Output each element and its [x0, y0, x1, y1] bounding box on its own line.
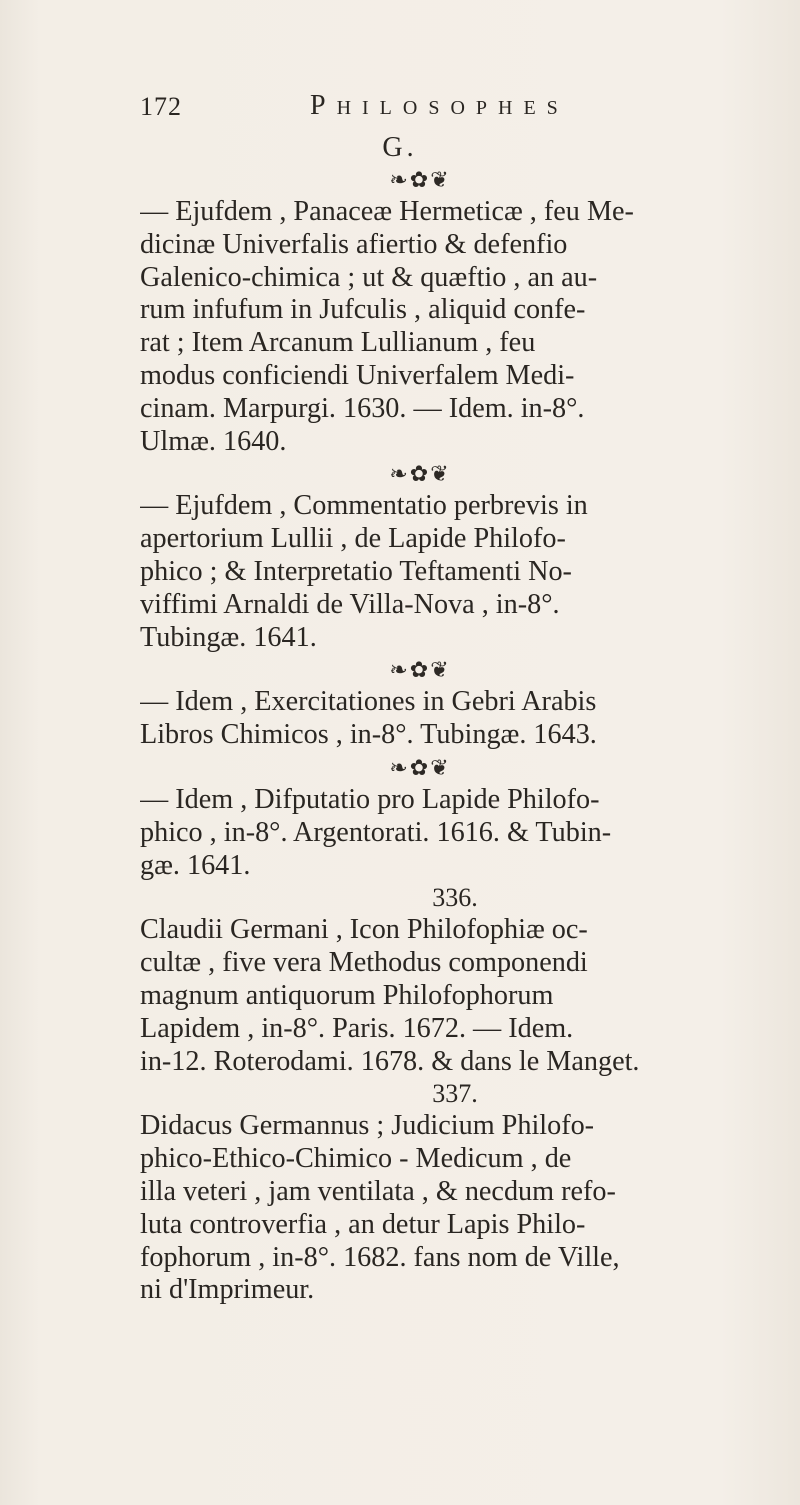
entry-line: Galenico-chimica ; ut & quæftio , an au-	[140, 261, 598, 293]
entry-line: cultæ , five vera Methodus componendi	[140, 947, 588, 979]
entry-number: 337.	[432, 1079, 478, 1109]
entry-line: illa veteri , jam ventilata , & necdum refo-	[140, 1175, 616, 1207]
entry-line: Didacus Germannus ; Judicium Philofo-	[140, 1110, 595, 1142]
entry-line: apertorium Lullii , de Lapide Philofo-	[140, 523, 566, 555]
entry-line: — Idem , Difputatio pro Lapide Philofo-	[140, 783, 600, 815]
fleuron-ornament: ❧✿❦	[389, 657, 451, 683]
bibliography-entry	[140, 1110, 700, 1307]
entry-line: gæ. 1641.	[140, 849, 251, 881]
entry-line: Ulmæ. 1640.	[140, 425, 287, 457]
entry-line: viffimi Arnaldi de Villa-Nova , in-8°.	[140, 588, 560, 620]
entry-line: luta controverfia , an detur Lapis Philo-	[140, 1208, 586, 1240]
letter-heading: G.	[382, 132, 418, 163]
entry-line: rat ; Item Arcanum Lullianum , feu	[140, 327, 536, 359]
entry-line: Tubingæ. 1641.	[140, 621, 317, 653]
entry-line: fophorum , in-8°. 1682. fans nom de Ville,	[140, 1241, 620, 1273]
entry-line: — Idem , Exercitationes in Gebri Arabis	[140, 686, 597, 718]
entry-line: phico , in-8°. Argentorati. 1616. & Tubin-	[140, 816, 612, 848]
fleuron-ornament: ❧✿❦	[389, 461, 451, 487]
entry-line: phico-Ethico-Chimico - Medicum , de	[140, 1143, 572, 1175]
entry-line: phico ; & Interpretatio Teftamenti No-	[140, 555, 572, 587]
entry-line: ni d'Imprimeur.	[140, 1274, 315, 1306]
fleuron-ornament: ❧✿❦	[389, 754, 451, 780]
bibliography-entry	[140, 686, 700, 752]
bibliography-entry	[140, 196, 700, 458]
entry-number: 336.	[432, 883, 478, 913]
running-title: Philosophes	[310, 90, 569, 121]
running-head	[140, 92, 660, 132]
entry-line: cinam. Marpurgi. 1630. — Idem. in-8°.	[140, 392, 585, 424]
bibliography-entry	[140, 784, 700, 882]
entry-line: — Ejufdem , Panaceæ Hermeticæ , feu Me-	[140, 196, 634, 227]
bibliography-entry	[140, 914, 700, 1078]
fleuron-ornament: ❧✿❦	[389, 167, 451, 192]
entry-line: Libros Chimicos , in-8°. Tubingæ. 1643.	[140, 719, 597, 751]
entry-line: dicinæ Univerfalis afiertio & defenfio	[140, 228, 568, 260]
bibliography-entry	[140, 490, 700, 654]
entry-line: in-12. Roterodami. 1678. & dans le Manget.	[140, 1045, 640, 1077]
entry-line: rum infufum in Jufculis , aliquid confe-	[140, 294, 586, 326]
page-number: 172	[140, 92, 182, 121]
entry-line: Claudii Germani , Icon Philofophiæ oc-	[140, 914, 588, 946]
entry-line: magnum antiquorum Philofophorum	[140, 979, 554, 1011]
bibliography-text	[140, 164, 700, 1307]
entry-line: modus conficiendi Univerfalem Medi-	[140, 359, 575, 391]
entry-line: Lapidem , in-8°. Paris. 1672. — Idem.	[140, 1012, 574, 1044]
entry-line: — Ejufdem , Commentatio perbrevis in	[140, 490, 588, 522]
